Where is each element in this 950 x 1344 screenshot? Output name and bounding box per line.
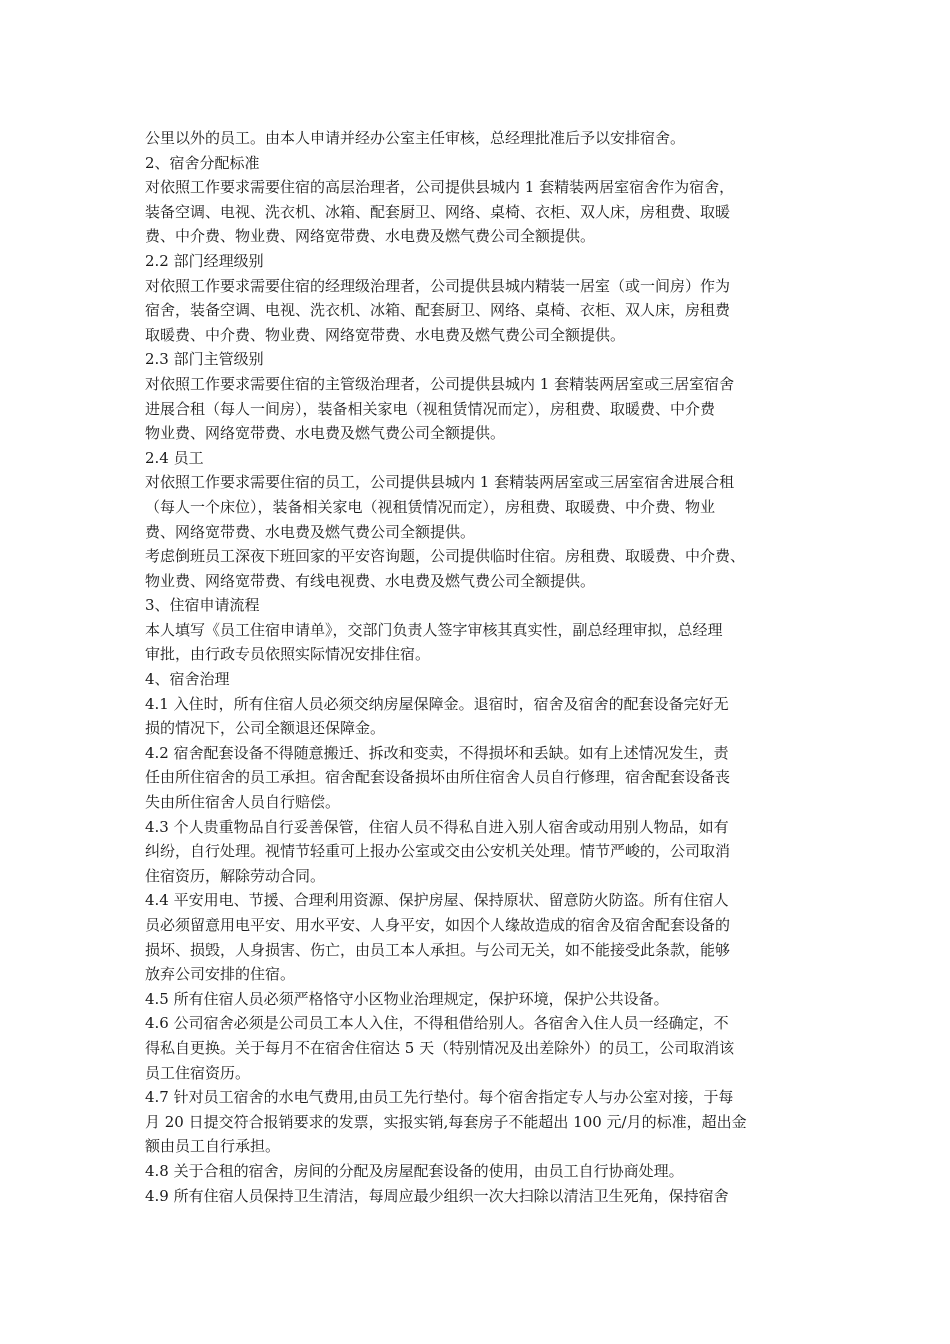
text-line: 4.7 针对员工宿舍的水电气费用,由员工先行垫付。每个宿舍指定专人与办公室对接，于每 — [145, 1088, 734, 1107]
section-heading: 4、宿舍治理 — [145, 670, 230, 689]
text-line: 任由所住宿舍的员工承担。宿舍配套设备损坏由所住宿舍人员自行修理，宿舍配套设备丧 — [145, 768, 731, 787]
text-line: 放弃公司安排的住宿。 — [145, 965, 296, 984]
text-line: 月 20 日提交符合报销要求的发票，实报实销,每套房子不能超出 100 元/月的标准，超出金 — [145, 1112, 747, 1131]
text-line: 得私自更换。关于每月不在宿舍住宿达 5 天（特别情况及出差除外）的员工，公司取消该 — [145, 1038, 735, 1057]
text-line: 住宿资历，解除劳动合同。 — [145, 866, 326, 885]
text-line: 对依照工作要求需要住宿的员工，公司提供县城内 1 套精装两居室或三居室宿舍进展合租 — [145, 473, 735, 492]
text-line: 物业费、网络宽带费、水电费及燃气费公司全额提供。 — [145, 424, 506, 443]
text-line: 对依照工作要求需要住宿的主管级治理者，公司提供县城内 1 套精装两居室或三居室宿舍 — [145, 374, 735, 393]
section-heading: 2、宿舍分配标准 — [145, 153, 260, 172]
text-line: 对依照工作要求需要住宿的经理级治理者，公司提供县城内精装一居室（或一间房）作为 — [145, 276, 731, 295]
text-line: （每人一个床位），装备相关家电（视租赁情况而定），房租费、取暖费、中介费、物业 — [145, 497, 716, 516]
text-line: 公里以外的员工。由本人申请并经办公室主任审核，总经理批准后予以安排宿舍。 — [145, 129, 686, 147]
text-line: 纠纷，自行处理。视情节轻重可上报办公室或交由公安机关处理。情节严峻的，公司取消 — [145, 842, 731, 861]
text-line: 4.4 平安用电、节援、合理利用资源、保护房屋、保持原状、留意防火防盗。所有住宿人 — [145, 891, 729, 910]
text-line: 失由所住宿舍人员自行赔偿。 — [145, 793, 341, 812]
text-line: 损的情况下，公司全额退还保障金。 — [145, 719, 386, 738]
text-line: 4.9 所有住宿人员保持卫生清洁，每周应最少组织一次大扫除以清洁卫生死角，保持宿舍 — [145, 1186, 729, 1205]
text-line: 费、网络宽带费、水电费及燃气费公司全额提供。 — [145, 522, 476, 541]
section-heading: 2.4 员工 — [145, 448, 204, 467]
text-line: 员工住宿资历。 — [145, 1063, 251, 1082]
text-line: 本人填写《员工住宿申请单》，交部门负责人签字审核其真实性，副总经理审拟，总经理 — [145, 620, 723, 639]
text-line: 员必须留意用电平安、用水平安、人身平安，如因个人缘故造成的宿舍及宿舍配套设备的 — [145, 916, 731, 934]
text-line: 4.2 宿舍配套设备不得随意搬迁、拆改和变卖，不得损坏和丢缺。如有上述情况发生，责 — [145, 743, 729, 762]
text-line: 装备空调、电视、洗衣机、冰箱、配套厨卫、网络、桌椅、衣柜、双人床，房租费、取暖 — [145, 202, 731, 221]
text-line: 4.6 公司宿舍必须是公司员工本人入住，不得租借给别人。各宿舍入住人员一经确定，不 — [145, 1014, 729, 1033]
section-heading: 3、住宿申请流程 — [145, 596, 260, 615]
text-line: 4.1 入住时，所有住宿人员必须交纳房屋保障金。退宿时，宿舍及宿舍的配套设备完好无 — [145, 694, 729, 713]
text-line: 考虑倒班员工深夜下班回家的平安咨询题，公司提供临时住宿。房租费、取暖费、中介费、 — [145, 547, 746, 566]
body-text — [145, 126, 820, 1208]
text-line: 取暖费、中介费、物业费、网络宽带费、水电费及燃气费公司全额提供。 — [145, 325, 626, 344]
section-heading: 2.3 部门主管级别 — [145, 350, 264, 369]
text-line: 宿舍，装备空调、电视、洗衣机、冰箱、配套厨卫、网络、桌椅、衣柜、双人床，房租费 — [145, 301, 731, 320]
text-line: 4.5 所有住宿人员必须严格恪守小区物业治理规定，保护环境，保护公共设备。 — [145, 989, 669, 1008]
text-line: 物业费、网络宽带费、有线电视费、水电费及燃气费公司全额提供。 — [145, 571, 596, 590]
text-line: 4.8 关于合租的宿舍，房间的分配及房屋配套设备的使用，由员工自行协商处理。 — [145, 1161, 684, 1180]
text-line: 费、中介费、物业费、网络宽带费、水电费及燃气费公司全额提供。 — [145, 227, 596, 246]
text-line: 额由员工自行承担。 — [145, 1137, 281, 1156]
text-line: 进展合租（每人一间房），装备相关家电（视租赁情况而定），房租费、取暖费、中介费 — [145, 399, 716, 418]
text-line: 4.3 个人贵重物品自行妥善保管，住宿人员不得私自进入别人宿舍或动用别人物品，如有 — [145, 817, 729, 836]
section-heading: 2.2 部门经理级别 — [145, 251, 264, 270]
text-line: 损坏、损毁，人身损害、伤亡，由员工本人承担。与公司无关，如不能接受此条款，能够 — [145, 940, 731, 959]
text-line: 审批，由行政专员依照实际情况安排住宿。 — [145, 645, 431, 664]
text-line: 对依照工作要求需要住宿的高层治理者，公司提供县城内 1 套精装两居室宿舍作为宿舍， — [145, 178, 735, 197]
